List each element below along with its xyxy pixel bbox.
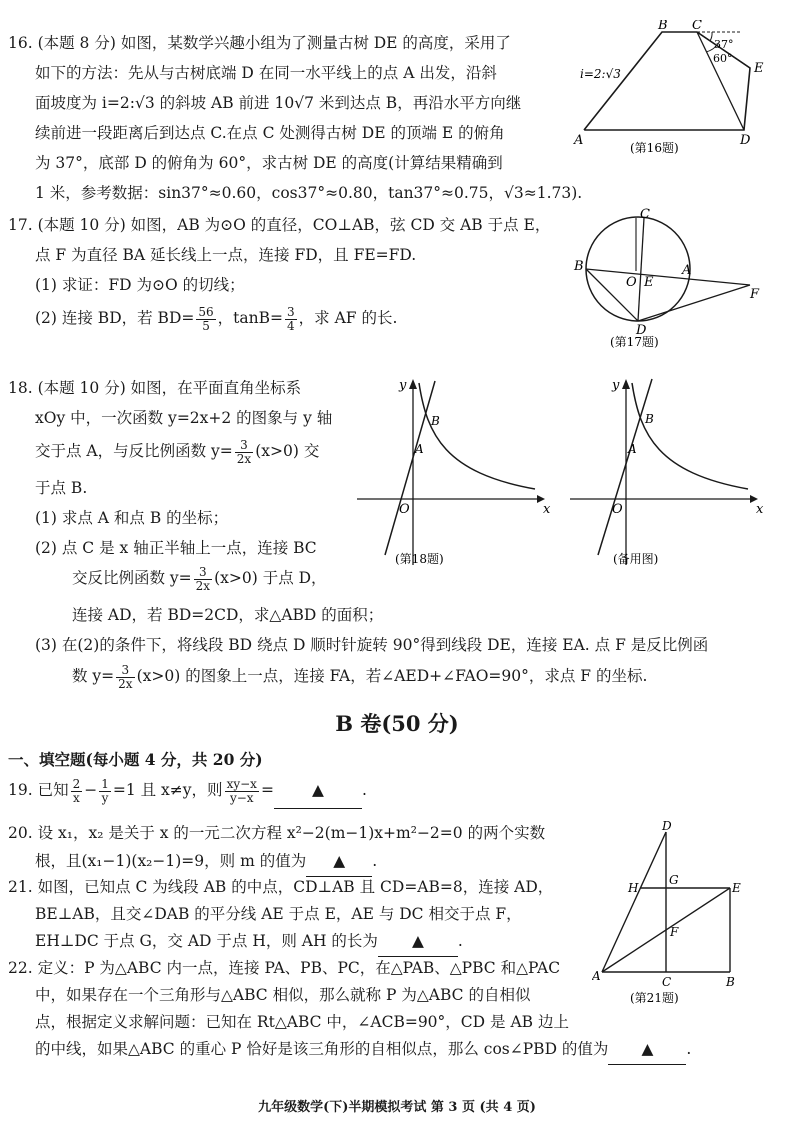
q22-line-2: 中，如果存在一个三角形与△ABC 相似，那么就称 P 为△ABC 的自相似: [35, 986, 531, 1004]
q18-line-10: [72, 658, 647, 694]
q16-line-4: 续前进一段距离后到达点 C.在点 C 处测得古树 DE 的顶端 E 的俯角: [35, 124, 505, 142]
q18-l3-den: 2x: [236, 451, 252, 466]
q19-mid: =1 且 x≠y，则: [112, 781, 223, 799]
q16-label-slope: i=2:√3: [580, 67, 621, 81]
q18-spare-y-arrow: [622, 379, 630, 389]
q18-line-3: [35, 433, 319, 469]
q21-label-A: A: [592, 969, 601, 983]
q17-line-4: [35, 300, 397, 336]
q21-label-D: D: [662, 820, 672, 833]
q19-f2-num: 1: [101, 776, 109, 791]
q17-bd-num: 56: [198, 304, 214, 319]
q21-label-C: C: [662, 975, 672, 989]
q19-f1-num: 2: [72, 776, 81, 791]
q16-caption: (第16题): [630, 141, 679, 155]
q17-p2-pre: (2) 连接 BD，若 BD=: [35, 309, 195, 327]
q19-f1-den: x: [73, 790, 80, 805]
q20-line-1: 20. 设 x₁，x₂ 是关于 x 的一元二次方程 x²−2(m−1)x+m²−2=0 的两个实数: [8, 824, 546, 842]
q17-line-1: 17. (本题 10 分) 如图，AB 为⊙O 的直径，CO⊥AB，弦 CD 交 AB 于点 E，: [8, 216, 551, 234]
q20-l2-pre: 根，且(x₁−1)(x₂−1)=9，则 m 的值为: [35, 852, 307, 870]
q21-line-1: 21. 如图，已知点 C 为线段 AB 的中点，CD⊥AB 且 CD=AB=8，连接 AD，: [8, 878, 554, 896]
q17-line-CD: [638, 218, 644, 321]
q21-label-G: G: [669, 873, 679, 887]
q18-l10-pre: 数 y=: [72, 667, 115, 685]
q18-figure: [355, 375, 555, 570]
q18-spare-label-A: A: [628, 442, 637, 456]
q17-caption: (第17题): [610, 335, 659, 348]
q18-l10-fraction: [116, 664, 134, 691]
section-b-title: B 卷(50 分): [335, 711, 459, 736]
q19-f2-den: y: [101, 790, 109, 805]
q21-end: .: [457, 932, 463, 950]
q18-spare-figure: [568, 375, 768, 570]
q17-tan-fraction: [285, 306, 297, 333]
q18-line-4: 于点 B.: [35, 479, 88, 497]
q19-f3-num: xy−x: [226, 776, 257, 791]
q18-line-7: [72, 560, 327, 596]
q18-hyperbola: [419, 383, 535, 489]
q18-line-8: 连接 AD，若 BD=2CD，求△ABD 的面积；: [72, 606, 384, 624]
q18-line-9: (3) 在(2)的条件下，将线段 BD 绕点 D 顺时针旋转 90°得到线段 DE，连接 EA. 点 F 是反比例函: [35, 636, 709, 654]
q17-tan-num: 3: [287, 304, 295, 319]
q17-bd-den: 5: [202, 318, 210, 333]
q18-l7-fraction: [194, 566, 212, 593]
q16-angle-arc-1: [710, 32, 712, 41]
q21-l3-pre: EH⊥DC 于点 G，交 AD 于点 H，则 AH 的长为: [35, 932, 378, 950]
fill-in-section-title: 一、填空题(每小题 4 分，共 20 分): [8, 750, 263, 769]
q18-spare-label-x: x: [756, 502, 764, 517]
q18-label-y: y: [399, 378, 407, 393]
q19-fraction-3: [225, 778, 259, 805]
q21-figure: [592, 820, 772, 1010]
q18-label-B: B: [431, 414, 440, 428]
page-footer: 九年级数学(下)半期模拟考试 第 3 页 (共 4 页): [258, 1100, 536, 1115]
q16-label-A: A: [574, 133, 584, 148]
q16-label-E: E: [754, 61, 764, 76]
q18-l7-num: 3: [194, 566, 212, 580]
q22-l4-pre: 的中线，如果△ABC 的重心 P 恰好是该三角形的自相似点，那么 cos∠PBD 的值为: [35, 1040, 609, 1058]
q17-circle: [586, 217, 690, 321]
q16-label-C: C: [692, 20, 702, 33]
q18-spare-linear-function: [598, 379, 652, 555]
q16-line-2: 如下的方法：先从与古树底端 D 在同一水平线上的点 A 出发，沿斜: [35, 64, 497, 82]
q17-line-BF: [586, 269, 750, 285]
q21-label-F: F: [670, 925, 679, 939]
q17-line-2: 点 F 为直径 BA 延长线上一点，连接 FD，且 FE=FD.: [35, 246, 417, 264]
q17-label-D: D: [636, 323, 647, 338]
q20-end: .: [372, 852, 378, 870]
q19-eq: =: [260, 781, 274, 799]
q17-line-DF: [638, 285, 750, 321]
q18-label-x: x: [543, 502, 551, 517]
q16-line-5: 为 37°，底部 D 的俯角为 60°，求古树 DE 的高度(计算结果精确到: [35, 154, 503, 172]
q17-label-F: F: [750, 287, 760, 302]
q16-label-angle1: 37°: [714, 38, 734, 51]
q21-caption: (第21题): [630, 991, 679, 1005]
q18-l3-fraction: [235, 439, 253, 466]
q18-l10-den: 2x: [118, 676, 133, 691]
q16-line-6: 1 米，参考数据：sin37°≈0.60，cos37°≈0.80，tan37°≈0.75，√3≈1.73).: [35, 184, 583, 202]
q21-label-B: B: [726, 975, 735, 989]
q19-f3-den: y−x: [229, 790, 254, 805]
q16-label-angle2: 60°: [713, 52, 733, 65]
q18-caption: (第18题): [395, 552, 444, 566]
q17-label-E: E: [644, 275, 654, 290]
q19-minus: −: [84, 781, 98, 799]
q18-l7-den: 2x: [195, 578, 211, 593]
q21-label-E: E: [732, 881, 741, 895]
q20-answer-blank[interactable]: ▲: [306, 846, 372, 877]
q16-line-1: 16. (本题 8 分) 如图，某数学兴趣小组为了测量古树 DE 的高度，采用了: [8, 34, 511, 52]
q18-line-5: (1) 求点 A 和点 B 的坐标；: [35, 509, 229, 527]
q18-spare-label-y: y: [612, 378, 620, 393]
q18-l10-num: 3: [116, 664, 134, 678]
q22-line-4: [35, 1034, 691, 1065]
q18-spare-hyperbola: [632, 383, 748, 489]
q18-l3-post: (x>0) 交: [255, 442, 320, 460]
q17-bd-fraction: [196, 306, 215, 333]
q19-line: [8, 772, 367, 809]
q18-l7-post: (x>0) 于点 D，: [214, 569, 327, 587]
q17-label-B: B: [574, 259, 584, 274]
q17-label-A: A: [682, 263, 692, 278]
q18-l10-post: (x>0) 的图象上一点，连接 FA，若∠AED+∠FAO=90°，求点 F 的坐标.: [136, 667, 648, 685]
q19-end: .: [361, 781, 367, 799]
q18-spare-label-O: O: [612, 502, 623, 517]
q18-linear-function: [385, 381, 435, 555]
q18-label-A: A: [415, 442, 424, 456]
q18-label-O: O: [399, 502, 410, 517]
q17-label-O: O: [626, 275, 637, 290]
q22-line-1: 22. 定义：P 为△ABC 内一点，连接 PA、PB、PC，在△PAB、△PBC 和△PAC: [8, 959, 561, 977]
q22-end: .: [686, 1040, 692, 1058]
q17-p2-post: ，求 AF 的长.: [298, 309, 398, 327]
q21-label-H: H: [628, 881, 639, 895]
q16-label-B: B: [658, 20, 668, 33]
q18-l3-pre: 交于点 A，与反比例函数 y=: [35, 442, 233, 460]
q21-answer-blank[interactable]: ▲: [378, 926, 458, 957]
q18-spare-label-B: B: [645, 412, 654, 426]
q19-fraction-1: [71, 778, 83, 805]
q17-figure: [572, 208, 772, 348]
q17-tan-den: 4: [287, 318, 295, 333]
q18-l3-num: 3: [235, 439, 253, 453]
q21-line-2: BE⊥AB，且交∠DAB 的平分线 AE 于点 E，AE 与 DC 相交于点 F，: [35, 905, 522, 923]
q19-answer-blank[interactable]: ▲: [274, 772, 362, 809]
q18-spare-caption: (备用图): [613, 552, 659, 566]
q17-p2-mid: ，tanB=: [217, 309, 283, 327]
q17-line-3: (1) 求证：FD 为⊙O 的切线；: [35, 276, 245, 294]
q17-label-C: C: [640, 208, 650, 222]
q16-label-D: D: [740, 133, 751, 148]
q18-line-1: 18. (本题 10 分) 如图，在平面直角坐标系: [8, 379, 302, 397]
q19-fraction-2: [99, 778, 111, 805]
q22-answer-blank[interactable]: ▲: [608, 1034, 686, 1065]
q18-line-6: (2) 点 C 是 x 轴正半轴上一点，连接 BC: [35, 539, 317, 557]
q19-pre: 19. 已知: [8, 781, 69, 799]
q16-line-3: 面坡度为 i=2:√3 的斜坡 AB 前进 10√7 米到达点 B，再沿水平方向继: [35, 94, 522, 112]
q22-line-3: 点，根据定义求解问题：已知在 Rt△ABC 中，∠ACB=90°，CD 是 AB 边上: [35, 1013, 569, 1031]
q18-l7-pre: 交反比例函数 y=: [72, 569, 192, 587]
q18-y-arrow: [409, 379, 417, 389]
q18-line-2: xOy 中，一次函数 y=2x+2 的图象与 y 轴: [35, 409, 333, 427]
q16-figure: [572, 20, 782, 190]
